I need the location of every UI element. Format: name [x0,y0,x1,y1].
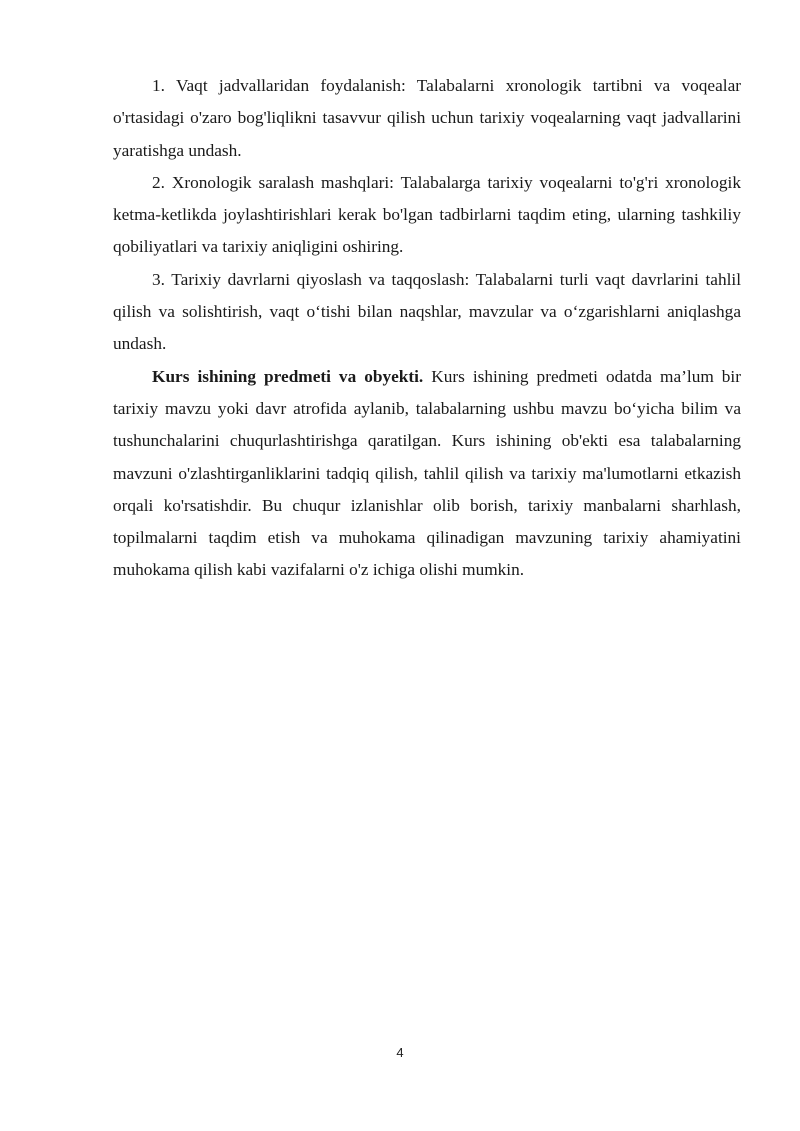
paragraph-text: 1. Vaqt jadvallaridan foydalanish: Talabalarni xronologik tartibni va voqealar o'rtasidagi o'zaro bog'liqlikni tasavvur qilish uchun tarixiy voqealarning vaqt jadvallarini yaratishga undash. [113,76,741,160]
paragraph-text: Kurs ishining predmeti odatda ma’lum bir tarixiy mavzu yoki davr atrofida aylanib, talabalarning ushbu mavzu bo‘yicha bilim va tushunchalarini chuqurlashtirishga qaratilgan. Kurs ishining ob'ekti esa talabalarning mavzuni o'zlashtirganliklarini tadqiq qilish, tahlil qilish va tarixiy ma'lumotlarni etkazish orqali ko'rsatishdir. Bu chuqur izlanishlar olib borish, tarixiy manbalarni sharhlash, topilmalarni taqdim etish va muhokama qilinadigan mavzuning tarixiy ahamiyatini muhokama qilish kabi vazifalarni o'z ichiga olishi mumkin. [113,366,741,580]
section-heading: Kurs ishining predmeti va obyekti. [152,366,424,386]
paragraph-period-comparison [113,264,741,361]
paragraph-text: 2. Xronologik saralash mashqlari: Talabalarga tarixiy voqealarni to'g'ri xronologik ketma-ketlikda joylashtirishlari kerak bo'lgan tadbirlarni taqdim eting, ularning tashkiliy qobiliyatlari va tarixiy aniqligini oshiring. [113,172,741,257]
page-number: 4 [396,1045,404,1060]
paragraph-chronological-sorting [113,167,741,264]
paragraph-text: 3. Tarixiy davrlarni qiyoslash va taqqoslash: Talabalarni turli vaqt davrlarini tahlil qilish va solishtirish, vaqt o‘tishi bilan naqshlar, mavzular va o‘zgarishlarni aniqlashga undash. [113,269,741,354]
paragraph-timelines [113,70,741,167]
paragraph-subject-and-object [113,361,741,587]
document-body [113,70,741,587]
